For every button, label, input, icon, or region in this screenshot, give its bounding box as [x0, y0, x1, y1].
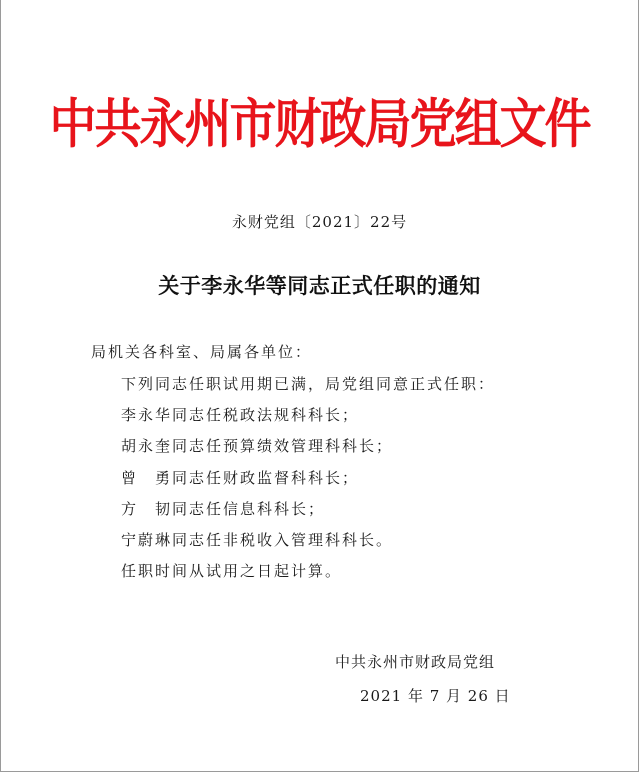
appointment-item: 胡永奎同志任预算绩效管理科科长； [121, 437, 394, 456]
document-title: 关于李永华等同志正式任职的通知 [158, 273, 481, 298]
appointment-item: 李永华同志任税政法规科科长； [121, 406, 360, 425]
body-paragraph: 任职时间从试用之日起计算。 [121, 562, 343, 581]
addressee-line: 局机关各科室、局属各单位： [91, 343, 313, 361]
appointment-item: 宁蔚琳同志任非税收入管理科科长。 [121, 530, 394, 549]
document-number: 永财党组〔2021〕22号 [231, 213, 408, 231]
appointment-item: 方 韧同志任信息科科长； [121, 499, 326, 518]
body-paragraph: 下列同志任职试用期已满，局党组同意正式任职： [121, 375, 496, 393]
signature-date: 2021 年 7 月 26 日 [360, 687, 511, 705]
red-header-masthead: 中共永州市财政局党组文件 [49, 93, 590, 156]
notice-body [121, 374, 495, 592]
appointment-item: 曾 勇同志任财政监督科科长； [121, 468, 360, 487]
signature-organization: 中共永州市财政局党组 [335, 653, 496, 671]
